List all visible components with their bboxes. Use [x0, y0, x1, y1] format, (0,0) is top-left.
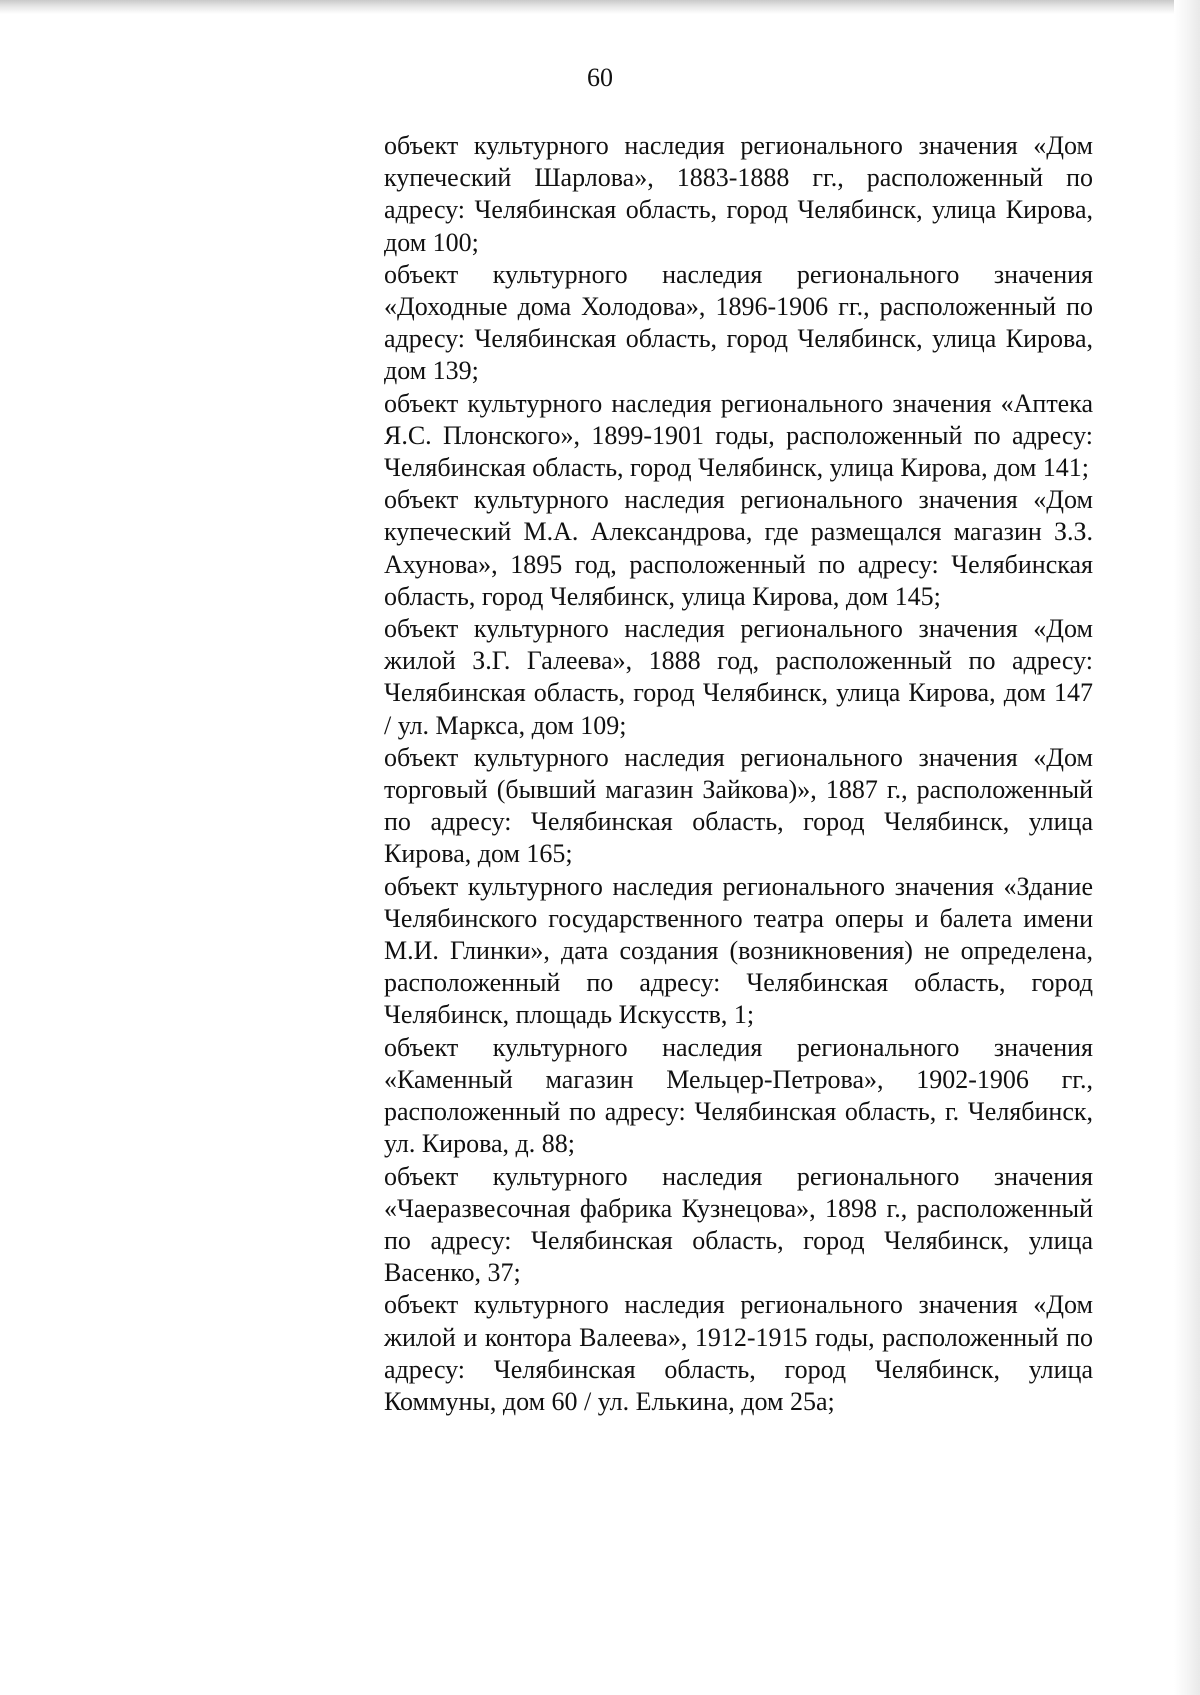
- heritage-entry: объект культурного наследия регионального значения «Дом купеческий Шарлова», 1883-1888 гг., расположенный по адресу: Челябинская область, город Челябинск, улица Кирова, дом 100;: [384, 131, 1093, 257]
- heritage-entry: объект культурного наследия регионального значения «Доходные дома Холодова», 1896-1906 гг., расположенный по адресу: Челябинская область, город Челябинск, улица Кирова, дом 139;: [384, 259, 1093, 386]
- heritage-entry: объект культурного наследия регионального значения «Чаеразвесочная фабрика Кузнецова», 1898 г., расположенный по адресу: Челябинская область, город Челябинск, улица Васенко, 37;: [384, 1161, 1093, 1288]
- heritage-entry: объект культурного наследия регионального значения «Каменный магазин Мельцер-Петрова», 1902-1906 гг., расположенный по адресу: Челябинская область, г. Челябинск, ул. Кирова, д. 88;: [384, 1032, 1093, 1159]
- heritage-entry: объект культурного наследия регионального значения «Здание Челябинского государственного театра оперы и балета имени М.И. Глинки», дата создания (возникновения) не определена, расположенный по адресу: Челябинская область, город Челябинск, площадь Искусств, 1;: [384, 871, 1093, 1030]
- scan-shadow-right: [1174, 0, 1200, 1695]
- heritage-entry: объект культурного наследия регионального значения «Дом купеческий М.А. Александрова, где размещался магазин З.З. Ахунова», 1895 год, расположенный по адресу: Челябинская область, город Челябинск, улица Кирова, дом 145;: [384, 485, 1093, 611]
- heritage-entry: объект культурного наследия регионального значения «Дом жилой и контора Валеева», 1912-1915 годы, расположенный по адресу: Челябинская область, город Челябинск, улица Коммуны, дом 60 / ул. Елькина, дом 25а;: [384, 1290, 1093, 1416]
- heritage-list: [384, 130, 1093, 1418]
- scan-shadow-top: [0, 0, 1200, 14]
- heritage-entry: объект культурного наследия регионального значения «Аптека Я.С. Плонского», 1899-1901 годы, расположенный по адресу: Челябинская область, город Челябинск, улица Кирова, дом 141;: [384, 388, 1093, 483]
- page-number: 60: [587, 63, 613, 92]
- heritage-entry: объект культурного наследия регионального значения «Дом торговый (бывший магазин Зайкова)», 1887 г., расположенный по адресу: Челябинская область, город Челябинск, улица Кирова, дом 165;: [384, 742, 1093, 869]
- heritage-entry: объект культурного наследия регионального значения «Дом жилой З.Г. Галеева», 1888 год, расположенный по адресу: Челябинская область, город Челябинск, улица Кирова, дом 147 / ул. Маркса, дом 109;: [384, 614, 1093, 740]
